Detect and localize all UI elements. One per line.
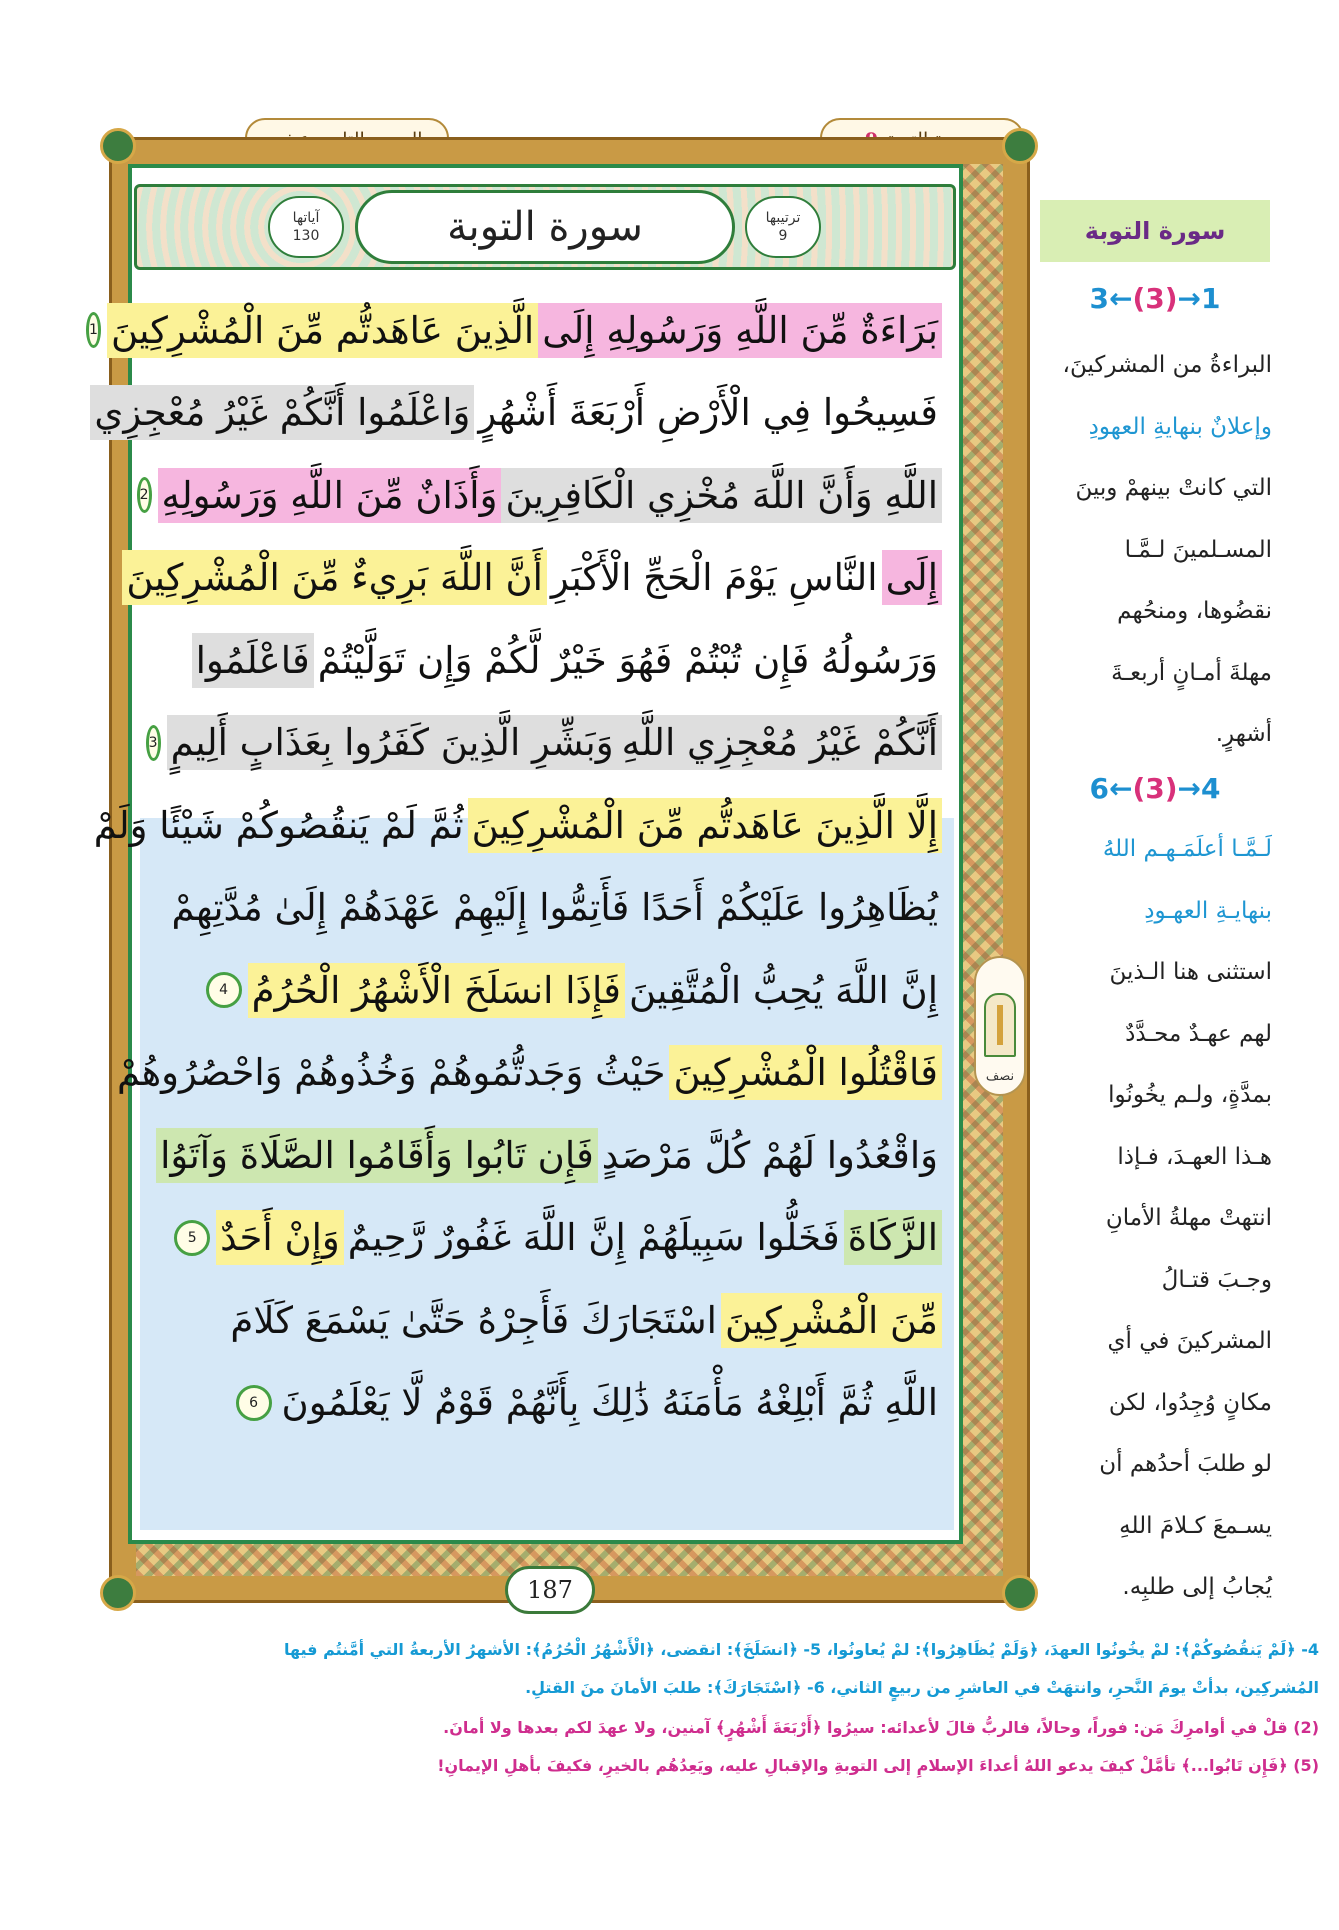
verse-line [148, 1280, 942, 1360]
arrow-left-icon: ← [1108, 771, 1133, 805]
side-note-line: يسـمعَ كـلامَ اللهِ [1119, 1512, 1272, 1539]
range-2-to: 6 [1089, 771, 1109, 805]
verse-segment: اللَّهِ وَأَنَّ اللَّهَ مُخْزِي الْكَافِرِينَ [501, 468, 942, 523]
verse-line [148, 1363, 942, 1443]
range-1-from: 1 [1201, 281, 1221, 315]
side-note-line: مكانٍ وُجِدُوا، لكن [1108, 1389, 1272, 1416]
verse-line [117, 1033, 942, 1113]
frame-corner-ornament [1002, 1575, 1038, 1611]
verse-segment: وَإِنْ أَحَدٌ [216, 1210, 344, 1265]
footnote-line: (2) قلْ في أوامرِكَ مَن: فوراً، وحالاً، فالربُّ قالَ لأعدائه: سيرُوا ﴿أَرْبَعَةَ أَشْهُرٍ﴾ آمنين، ولا عهدَ لكم بعدها ولا أمانَ. [443, 1717, 1319, 1737]
verse-segment: فَسِيحُوا فِي الْأَرْضِ أَرْبَعَةَ أَشْهُرٍ [478, 391, 938, 434]
arrow-right-icon: → [1177, 771, 1201, 805]
verse-segment: فَإِذَا انسَلَخَ الْأَشْهُرُ الْحُرُمُ [248, 963, 625, 1018]
side-note-line: المشركينَ في أي [1107, 1328, 1272, 1354]
side-note-line: لهم عهـدٌ محـدَّدٌ [1125, 1020, 1272, 1047]
ayah-number-marker: 1 [86, 312, 101, 348]
side-note-line: بمدَّةٍ، ولـم يخُونُوا [1108, 1082, 1272, 1108]
surah-ayat-medallion [268, 196, 344, 258]
verse-segment: إِنَّ اللَّهَ يُحِبُّ الْمُتَّقِينَ [628, 968, 938, 1012]
verse-segment: أَنَّ اللَّهَ بَرِيءٌ مِّنَ الْمُشْرِكِينَ [122, 550, 547, 605]
verse-line [94, 373, 942, 453]
verse-line [139, 455, 942, 535]
verse-segment: وَاعْلَمُوا أَنَّكُمْ غَيْرُ مُعْجِزِي [90, 385, 474, 440]
mosque-icon [984, 993, 1016, 1057]
footnote-line: (5) ﴿فَإِن تَابُوا...﴾ تأمَّلْ كيفَ يدعو اللهُ أعداءَ الإسلامِ إلى التوبةِ والإقبالِ عليه، ويَعِدُهُم بالخيرِ، فكيفَ بأهلِ الإيمانِ! [437, 1755, 1319, 1775]
ayah-number-marker: 4 [206, 972, 242, 1008]
verse-segment: النَّاسِ يَوْمَ الْحَجِّ الْأَكْبَرِ [550, 556, 878, 599]
frame-corner-ornament [1002, 128, 1038, 164]
surah-title: سورة التوبة [355, 190, 735, 264]
range-1-to: 3 [1089, 281, 1109, 315]
half-hizb-marker [974, 956, 1026, 1096]
footnote-line: 4- ﴿لَمْ يَنقُصُوكُمْ﴾: لمْ يخُونُوا العهدَ، ﴿وَلَمْ يُظَاهِرُوا﴾: لمْ يُعاونُوا، 5- ﴿انسَلَخَ﴾: انقضى، ﴿الْأَشْهُرُ الْحُرُمُ﴾: الأشهرُ الأربعةُ التي أمَّنتُم فيها [283, 1639, 1319, 1659]
side-note-line: يُجابُ إلى طلبِه. [1122, 1574, 1272, 1600]
side-note-line: أشهرٍ. [1215, 721, 1272, 747]
verse-line [126, 538, 942, 618]
verse-line [148, 868, 942, 948]
side-note-line: نقضُوها، ومنحُهم [1117, 598, 1272, 624]
side-note-line: مهلةَ أمـانٍ أربعـةَ [1111, 659, 1272, 686]
verse-segment: وَرَسُولُهُ فَإِن تُبْتُمْ فَهُوَ خَيْرٌ لَّكُمْ وَإِن تَوَلَّيْتُمْ [317, 638, 938, 682]
side-surah-title: سورة التوبة [1040, 200, 1270, 262]
footnote-line: المُشركِين، بدأتْ يومَ النَّحرِ، وانتهَتْ في العاشرِ من ربيعٍ الثاني، 6- ﴿اسْتَجَارَكَ﴾: طلبَ الأمانَ منَ القتلِ. [525, 1677, 1319, 1697]
verse-segment: اسْتَجَارَكَ فَأَجِرْهُ حَتَّىٰ يَسْمَعَ كَلَامَ [230, 1298, 717, 1342]
ayah-number-marker: 3 [146, 725, 161, 761]
page-number: 187 [505, 1566, 595, 1614]
verse-line [148, 1198, 942, 1278]
verse-segment: فَاقْتُلُوا الْمُشْرِكِينَ [669, 1045, 942, 1100]
side-note-line: المسـلمينَ لـمَّـا [1124, 536, 1272, 563]
verse-segment: اللَّهِ ثُمَّ أَبْلِغْهُ مَأْمَنَهُ ذَٰلِكَ بِأَنَّهُمْ قَوْمٌ لَّا يَعْلَمُونَ [281, 1381, 938, 1424]
surah-order-label: ترتيبها [765, 209, 801, 226]
side-note-line: انتهتْ مهلةُ الأمانِ [1105, 1205, 1272, 1231]
verse-segment: فَاعْلَمُوا [192, 633, 314, 688]
side-note-line: وإعلانٌ بنهايةِ العهودِ [1088, 413, 1272, 440]
verse-segment: حَيْثُ وَجَدتُّمُوهُمْ وَخُذُوهُمْ وَاحْصُرُوهُمْ [117, 1051, 666, 1094]
side-note-line: بنهايـةِ العهـودِ [1144, 897, 1272, 924]
ayah-number-marker: 5 [174, 1220, 210, 1256]
range-1-count: (3) [1132, 281, 1178, 315]
verse-segment: ثُمَّ لَمْ يَنقُصُوكُمْ شَيْئًا وَلَمْ [93, 803, 464, 847]
verse-segment: وَأَذَانٌ مِّنَ اللَّهِ وَرَسُولِهِ [158, 468, 502, 523]
verse-segment: يُظَاهِرُوا عَلَيْكُمْ أَحَدًا فَأَتِمُّوا إِلَيْهِمْ عَهْدَهُمْ إِلَىٰ مُدَّتِهِمْ [171, 886, 938, 929]
verse-segment: وَاقْعُدُوا لَهُمْ كُلَّ مَرْصَدٍ [601, 1133, 938, 1177]
range-2-count: (3) [1132, 771, 1178, 805]
verse-line [148, 950, 942, 1030]
arrow-right-icon: → [1177, 281, 1201, 315]
surah-order-medallion [745, 196, 821, 258]
verses-area [89, 290, 950, 1535]
frame-corner-ornament [100, 128, 136, 164]
side-note-line: استثنى هنا الـذينَ [1109, 959, 1272, 985]
verse-line [148, 1115, 942, 1195]
verse-segment: مِّنَ الْمُشْرِكِينَ [721, 1293, 942, 1348]
range-2-from: 4 [1201, 771, 1221, 805]
verse-line [93, 785, 942, 865]
verse-line [148, 620, 942, 700]
half-hizb-label: نصف [985, 1069, 1015, 1084]
verse-line [148, 703, 942, 783]
side-note-line: هـذا العهـدَ، فـإذا [1117, 1143, 1272, 1170]
verse-segment: الَّذِينَ عَاهَدتُّم مِّنَ الْمُشْرِكِينَ [107, 303, 538, 358]
side-note-line: البراءةُ من المشركينَ، [1062, 352, 1272, 378]
verse-segment: إِلَّا الَّذِينَ عَاهَدتُّم مِّنَ الْمُشْرِكِينَ [468, 798, 942, 853]
verse-segment: بَرَاءَةٌ مِّنَ اللَّهِ وَرَسُولِهِ إِلَى [538, 303, 942, 358]
verse-segment: إِلَى [882, 550, 942, 605]
side-note-line: لو طلبَ أحدُهم أن [1099, 1451, 1272, 1477]
ayah-number-marker: 2 [137, 477, 152, 513]
verse-segment: وَبَشِّرِ الَّذِينَ كَفَرُوا بِعَذَابٍ أَلِيمٍ [167, 715, 618, 770]
frame-corner-ornament [100, 1575, 136, 1611]
ayah-number-marker: 6 [236, 1385, 272, 1421]
side-note-line: لَـمَّـا أعلَمَـهـم اللهُ [1102, 836, 1272, 862]
verse-segment: الزَّكَاةَ [844, 1210, 942, 1265]
side-range-2 [1040, 766, 1270, 810]
verse-segment: فَإِن تَابُوا وَأَقَامُوا الصَّلَاةَ وَآتَوُا [156, 1128, 598, 1183]
verse-segment: أَنَّكُمْ غَيْرُ مُعْجِزِي اللَّهِ [618, 715, 942, 770]
verse-line [89, 290, 942, 370]
side-note-line: التي كانتْ بينهمْ وبينَ [1075, 475, 1272, 501]
surah-ayat-label: آياتها [292, 209, 320, 226]
side-range-1 [1040, 276, 1270, 320]
arrow-left-icon: ← [1108, 281, 1133, 315]
verse-segment: فَخَلُّوا سَبِيلَهُمْ إِنَّ اللَّهَ غَفُورٌ رَّحِيمٌ [347, 1216, 840, 1259]
surah-order-value: 9 [778, 228, 788, 244]
surah-ayat-value: 130 [292, 228, 320, 244]
side-note-line: وجـبَ قتـالُ [1161, 1266, 1272, 1293]
